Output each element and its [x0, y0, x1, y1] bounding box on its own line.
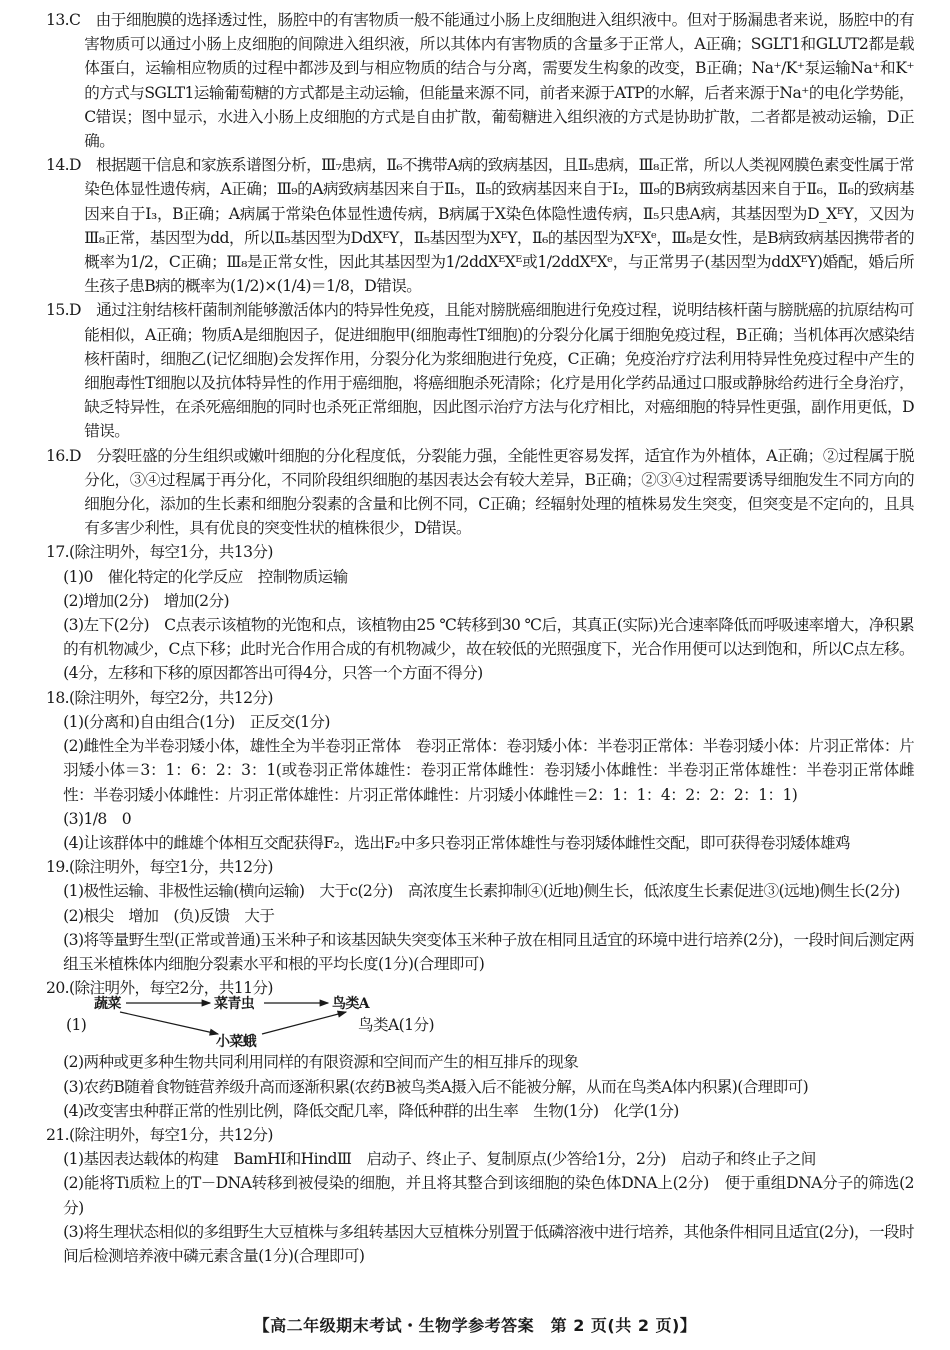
scoring-note: (除注明外，每空1分，共13分)	[69, 543, 273, 562]
arrow-moth-to-bird	[262, 1012, 346, 1034]
food-web-diagram	[94, 994, 394, 1050]
node-diamondback-moth: 小菜蛾	[216, 1034, 257, 1051]
answer-21-part-3: (3)将生理状态相似的多组野生大豆植株与多组转基因大豆植株分别置于低磷溶液中进行培养，其他条件相同且适宜(2分)，一段时间后检测培养液中磷元素含量(1分)(合理即可)	[63, 1222, 914, 1265]
part-label: (1)	[66, 1016, 87, 1035]
question-number: 20.	[46, 979, 69, 998]
answer-19-part-2: (2)根尖 增加 (负)反馈 大于	[63, 906, 275, 925]
question-number: 21.	[46, 1125, 69, 1144]
question-number: 17.	[46, 543, 69, 562]
answer-19-head	[46, 855, 914, 879]
question-number: 18.	[46, 688, 69, 707]
scoring-note: (除注明外，每空1分，共12分)	[69, 1125, 273, 1144]
answer-16	[46, 444, 914, 541]
answer-21-part-2: (2)能将Ti质粒上的T－DNA转移到被侵染的细胞，并且将其整合到该细胞的染色体DNA上(2分) 便于重组DNA分子的筛选(2分)	[63, 1174, 914, 1217]
scoring-note: (除注明外，每空2分，共11分)	[69, 979, 273, 998]
answer-15	[46, 298, 914, 443]
answer-18-part-2: (2)雌性全为半卷羽矮小体，雄性全为半卷羽正常体 卷羽正常体：卷羽矮小体：半卷羽正常体：半卷羽矮小体：片羽正常体：片羽矮小体＝3：1：6：2：3：1(或卷羽正常体雄性：卷羽正常体雌性：卷羽矮小体雌性：半卷羽正常体雄性：半卷羽正常体雌性：半卷羽矮小体雌性：片羽正常体雄性：片羽正常体雌性：片羽矮小体雌性＝2：1：1：4：2：2：2：1：1)	[63, 737, 914, 804]
answer-17-part-2: (2)增加(2分) 增加(2分)	[63, 591, 229, 610]
answer-13	[46, 8, 914, 153]
scoring-note: (除注明外，每空2分，共12分)	[69, 688, 273, 707]
question-number: 14.	[46, 156, 69, 175]
question-number: 16.	[46, 446, 69, 465]
arrow-vegetables-to-moth	[120, 1012, 218, 1034]
answer-text: D 根据题干信息和家族系谱图分析，Ⅲ₇患病，Ⅱ₆不携带A病的致病基因，且Ⅱ₅患病，Ⅲ₈正常，所以人类视网膜色素变性属于常染色体显性遗传病，A正确；Ⅲ₉的A病致病基因来自于Ⅱ₅，Ⅱ₅的致病基因来自于Ⅰ₂，Ⅲ₉的B病致病基因来自于Ⅱ₆，Ⅱ₆的致病基因来自于Ⅰ₃，B正确；A病属于常染色体显性遗传病，B病属于X染色体隐性遗传病，Ⅱ₅只患A病，其基因型为D_XᴱY，又因为Ⅲ₈正常，基因型为dd，所以Ⅱ₅基因型为DdXᴱY，Ⅱ₅基因型为XᴱY，Ⅱ₆的基因型为XᴱXᵉ，Ⅲ₈是女性，是B病致病基因携带者的概率为1/2，C正确；Ⅲ₈是正常女性，因此其基因型为1/2ddXᴱXᴱ或1/2ddXᴱXᵉ，与正常男子(基因型为ddXᴱY)婚配，婚后所生孩子患B病的概率为(1/2)×(1/4)＝1/8，D错误。	[69, 156, 914, 296]
answer-17-part-3: (3)左下(2分) C点表示该植物的光饱和点，该植物由25 ℃转移到30 ℃后，其真正(实际)光合速率降低而呼吸速率增大，净积累的有机物减少，C点下移；此时光合作用合成的有机物减少，故在较低的光照强度下，光合作用便可以达到饱和，所以C点左移。(4分，左移和下移的原因都答出可得4分，只答一个方面不得分)	[63, 616, 914, 683]
question-number: 13.	[46, 11, 69, 29]
scoring-note: (除注明外，每空1分，共12分)	[69, 858, 273, 877]
answer-20-part-2: (2)两种或更多种生物共同利用同样的有限资源和空间而产生的相互排斥的现象	[63, 1053, 579, 1072]
answer-14	[46, 153, 914, 298]
question-number: 19.	[46, 858, 69, 877]
answer-21-head	[46, 1123, 914, 1147]
answer-18-part-1: (1)(分离和)自由组合(1分) 正反交(1分)	[63, 712, 330, 731]
answer-18-part-3: (3)1/8 0	[63, 809, 132, 828]
answer-20-part-1-text: 鸟类A(1分)	[358, 1016, 434, 1035]
answer-text: D 分裂旺盛的分生组织或嫩叶细胞的分化程度低，分裂能力强，全能性更容易发挥，适宜作为外植体，A正确；②过程属于脱分化，③④过程属于再分化，不同阶段组织细胞的基因表达会有较大差异，B正确；②③④过程需要诱导细胞发生不同方向的细胞分化，添加的生长素和细胞分裂素的含量和比例不同，C正确；经辐射处理的植株易发生突变，但突变是不定向的，且具有多害少利性，具有优良的突变性状的植株很少，D错误。	[69, 446, 914, 538]
answer-18-head	[46, 686, 914, 710]
page-footer: 【高二年级期末考试・生物学参考答案 第 2 页(共 2 页)】	[253, 1316, 697, 1335]
answer-21-part-1: (1)基因表达载体的构建 BamHⅠ和HindⅢ 启动子、终止子、复制原点(少答给1分，2分) 启动子和终止子之间	[63, 1150, 816, 1169]
node-cabbage-worm: 菜青虫	[214, 996, 255, 1013]
answer-17-head	[46, 540, 914, 564]
answer-19-part-1: (1)极性运输、非极性运输(横向运输) 大于c(2分) 高浓度生长素抑制④(近地)侧生长，低浓度生长素促进③(远地)侧生长(2分)	[63, 882, 900, 901]
answer-20-part-1	[46, 996, 914, 1051]
answer-20-part-3: (3)农药B随着食物链营养级升高而逐渐积累(农药B被鸟类A摄入后不能被分解，从而在鸟类A体内积累)(合理即可)	[63, 1077, 809, 1096]
answer-20-part-4: (4)改变害虫种群正常的性别比例，降低交配几率，降低种群的出生率 生物(1分) 化学(1分)	[63, 1101, 679, 1120]
answer-19-part-3: (3)将等量野生型(正常或普通)玉米种子和该基因缺失突变体玉米种子放在相同且适宜的环境中进行培养(2分)，一段时间后测定两组玉米植株体内细胞分裂素水平和根的平均长度(1分)(合理即可)	[63, 930, 914, 973]
answer-17-part-1: (1)0 催化特定的化学反应 控制物质运输	[63, 567, 348, 586]
answer-content	[46, 8, 914, 1268]
node-vegetables: 蔬菜	[94, 996, 121, 1013]
answer-text: D 通过注射结核杆菌制剂能够激活体内的特异性免疫，且能对膀胱癌细胞进行免疫过程，说明结核杆菌与膀胱癌的抗原结构可能相似，A正确；物质A是细胞因子，促进细胞甲(细胞毒性T细胞)的分裂分化属于细胞免疫过程，B正确；当机体再次感染结核杆菌时，细胞乙(记忆细胞)会发挥作用，分裂分化为浆细胞进行免疫，C正确；免疫治疗疗法利用特异性免疫过程中产生的细胞毒性T细胞以及抗体特异性的作用于癌细胞，将癌细胞杀死清除；化疗是用化学药品通过口服或静脉给药进行全身治疗，缺乏特异性，在杀死癌细胞的同时也杀死正常细胞，因此图示治疗方法与化疗相比，对癌细胞的特异性更强，副作用更低，D错误。	[69, 301, 914, 441]
answer-18-part-4: (4)让该群体中的雌雄个体相互交配获得F₂，选出F₂中多只卷羽正常体雄性与卷羽矮体雌性交配，即可获得卷羽矮体雄鸡	[63, 833, 850, 852]
node-bird-a: 鸟类A	[332, 996, 370, 1013]
question-number: 15.	[46, 301, 69, 320]
answer-text: C 由于细胞膜的选择透过性，肠腔中的有害物质一般不能通过小肠上皮细胞进入组织液中。但对于肠漏患者来说，肠腔中的有害物质可以通过小肠上皮细胞的间隙进入组织液，所以其体内有害物质的含量多于正常人，A正确；SGLT1和GLUT2都是载体蛋白，运输相应物质的过程中都涉及到与相应物质的结合与分离，需要发生构象的改变，B正确；Na⁺/K⁺泵运输Na⁺和K⁺的方式与SGLT1运输葡萄糖的方式都是主动运输，但能量来源不同，前者来源于ATP的水解，后者来源于Na⁺的电化学势能，C错误；图中显示，水进入小肠上皮细胞的方式是自由扩散，葡萄糖进入组织液的方式是协助扩散，二者都是被动运输，D正确。	[69, 11, 914, 151]
